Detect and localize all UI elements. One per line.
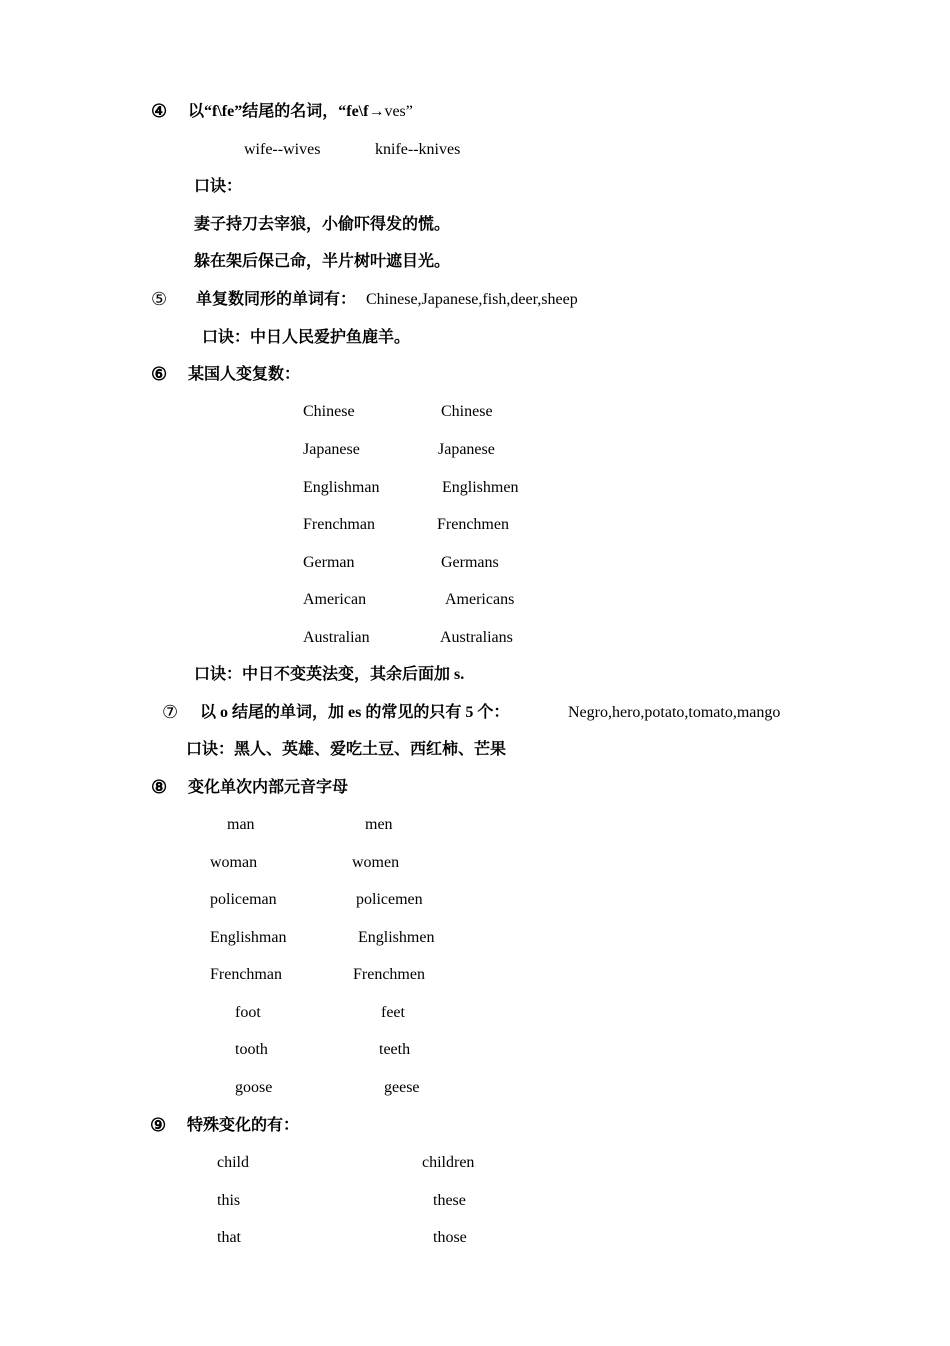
heading-part: 的常见的只有 [361,704,466,721]
heading-part: →ves” [368,103,413,120]
heading-part: ”结尾的名词，“ [234,103,347,120]
singular-word: goose [235,1079,273,1096]
plural-word: these [433,1192,466,1209]
plural-word: Chinese [441,403,493,420]
plural-word: men [365,816,393,833]
singular-word: Australian [303,629,370,646]
rhyme-line: 躲在架后保己命，半片树叶遮目光。 [194,253,451,270]
singular-word: that [217,1229,241,1246]
rhyme-text: 口诀：中日不变英法变，其余后面加 [194,666,455,683]
heading-part: es [348,704,362,721]
heading-part: fe\f [346,103,369,120]
plural-word: Japanese [438,441,495,458]
section-7-words: Negro,hero,potato,tomato,mango [568,704,781,721]
section-5-marker: ⑤ [151,289,168,309]
plural-word: Americans [445,591,515,608]
example-wife: wife--wives [244,141,321,158]
singular-word: tooth [235,1041,268,1058]
singular-word: man [227,816,255,833]
section-6-marker: ⑥ [151,364,168,384]
section-4-heading [188,102,413,122]
rhyme-s: s. [454,666,465,683]
section-5-words: Chinese,Japanese,fish,deer,sheep [366,291,578,308]
section-7-marker: ⑦ [162,702,179,722]
plural-word: Australians [440,629,513,646]
plural-word: Englishmen [442,479,519,496]
section-9-heading: 特殊变化的有： [187,1117,300,1134]
rhyme-label: 口诀： [194,178,243,195]
plural-word: children [422,1154,475,1171]
section-4-marker: ④ [151,101,168,121]
singular-word: Japanese [303,441,360,458]
example-knife: knife--knives [375,141,461,158]
plural-word: geese [384,1079,420,1096]
section-8-heading: 变化单次内部元音字母 [188,779,349,796]
singular-word: Frenchman [303,516,375,533]
heading-part: 个： [473,704,510,721]
section-7-rhyme: 口诀：黑人、英雄、爱吃土豆、西红柿、芒果 [186,741,507,758]
plural-word: Germans [441,554,499,571]
section-6-heading: 某国人变复数： [188,366,301,383]
singular-word: child [217,1154,249,1171]
section-5-rhyme: 口诀：中日人民爱护鱼鹿羊。 [202,329,411,346]
heading-part: 以“ [188,103,213,120]
heading-part: o [220,704,229,721]
section-8-marker: ⑧ [151,777,168,797]
singular-word: Englishman [210,929,287,946]
singular-word: woman [210,854,258,871]
heading-part: 5 [465,704,474,721]
singular-word: this [217,1192,241,1209]
section-6-rhyme [194,665,464,685]
singular-word: American [303,591,367,608]
singular-word: German [303,554,355,571]
singular-word: Frenchman [210,966,282,983]
singular-word: foot [235,1004,261,1021]
section-5-heading: 单复数同形的单词有： [196,291,357,308]
singular-word: Englishman [303,479,380,496]
plural-word: women [352,854,400,871]
plural-word: policemen [356,891,423,908]
heading-part: 以 [200,704,221,721]
plural-word: Englishmen [358,929,435,946]
singular-word: Chinese [303,403,355,420]
heading-part: 结尾的单词，加 [228,704,349,721]
rhyme-line: 妻子持刀去宰狼，小偷吓得发的慌。 [194,216,451,233]
plural-word: Frenchmen [437,516,509,533]
plural-word: those [433,1229,467,1246]
plural-word: Frenchmen [353,966,425,983]
singular-word: policeman [210,891,277,908]
plural-word: feet [381,1004,405,1021]
section-9-marker: ⑨ [150,1115,167,1135]
heading-part: f\fe [212,103,235,120]
section-7-heading [200,703,509,723]
plural-word: teeth [379,1041,411,1058]
